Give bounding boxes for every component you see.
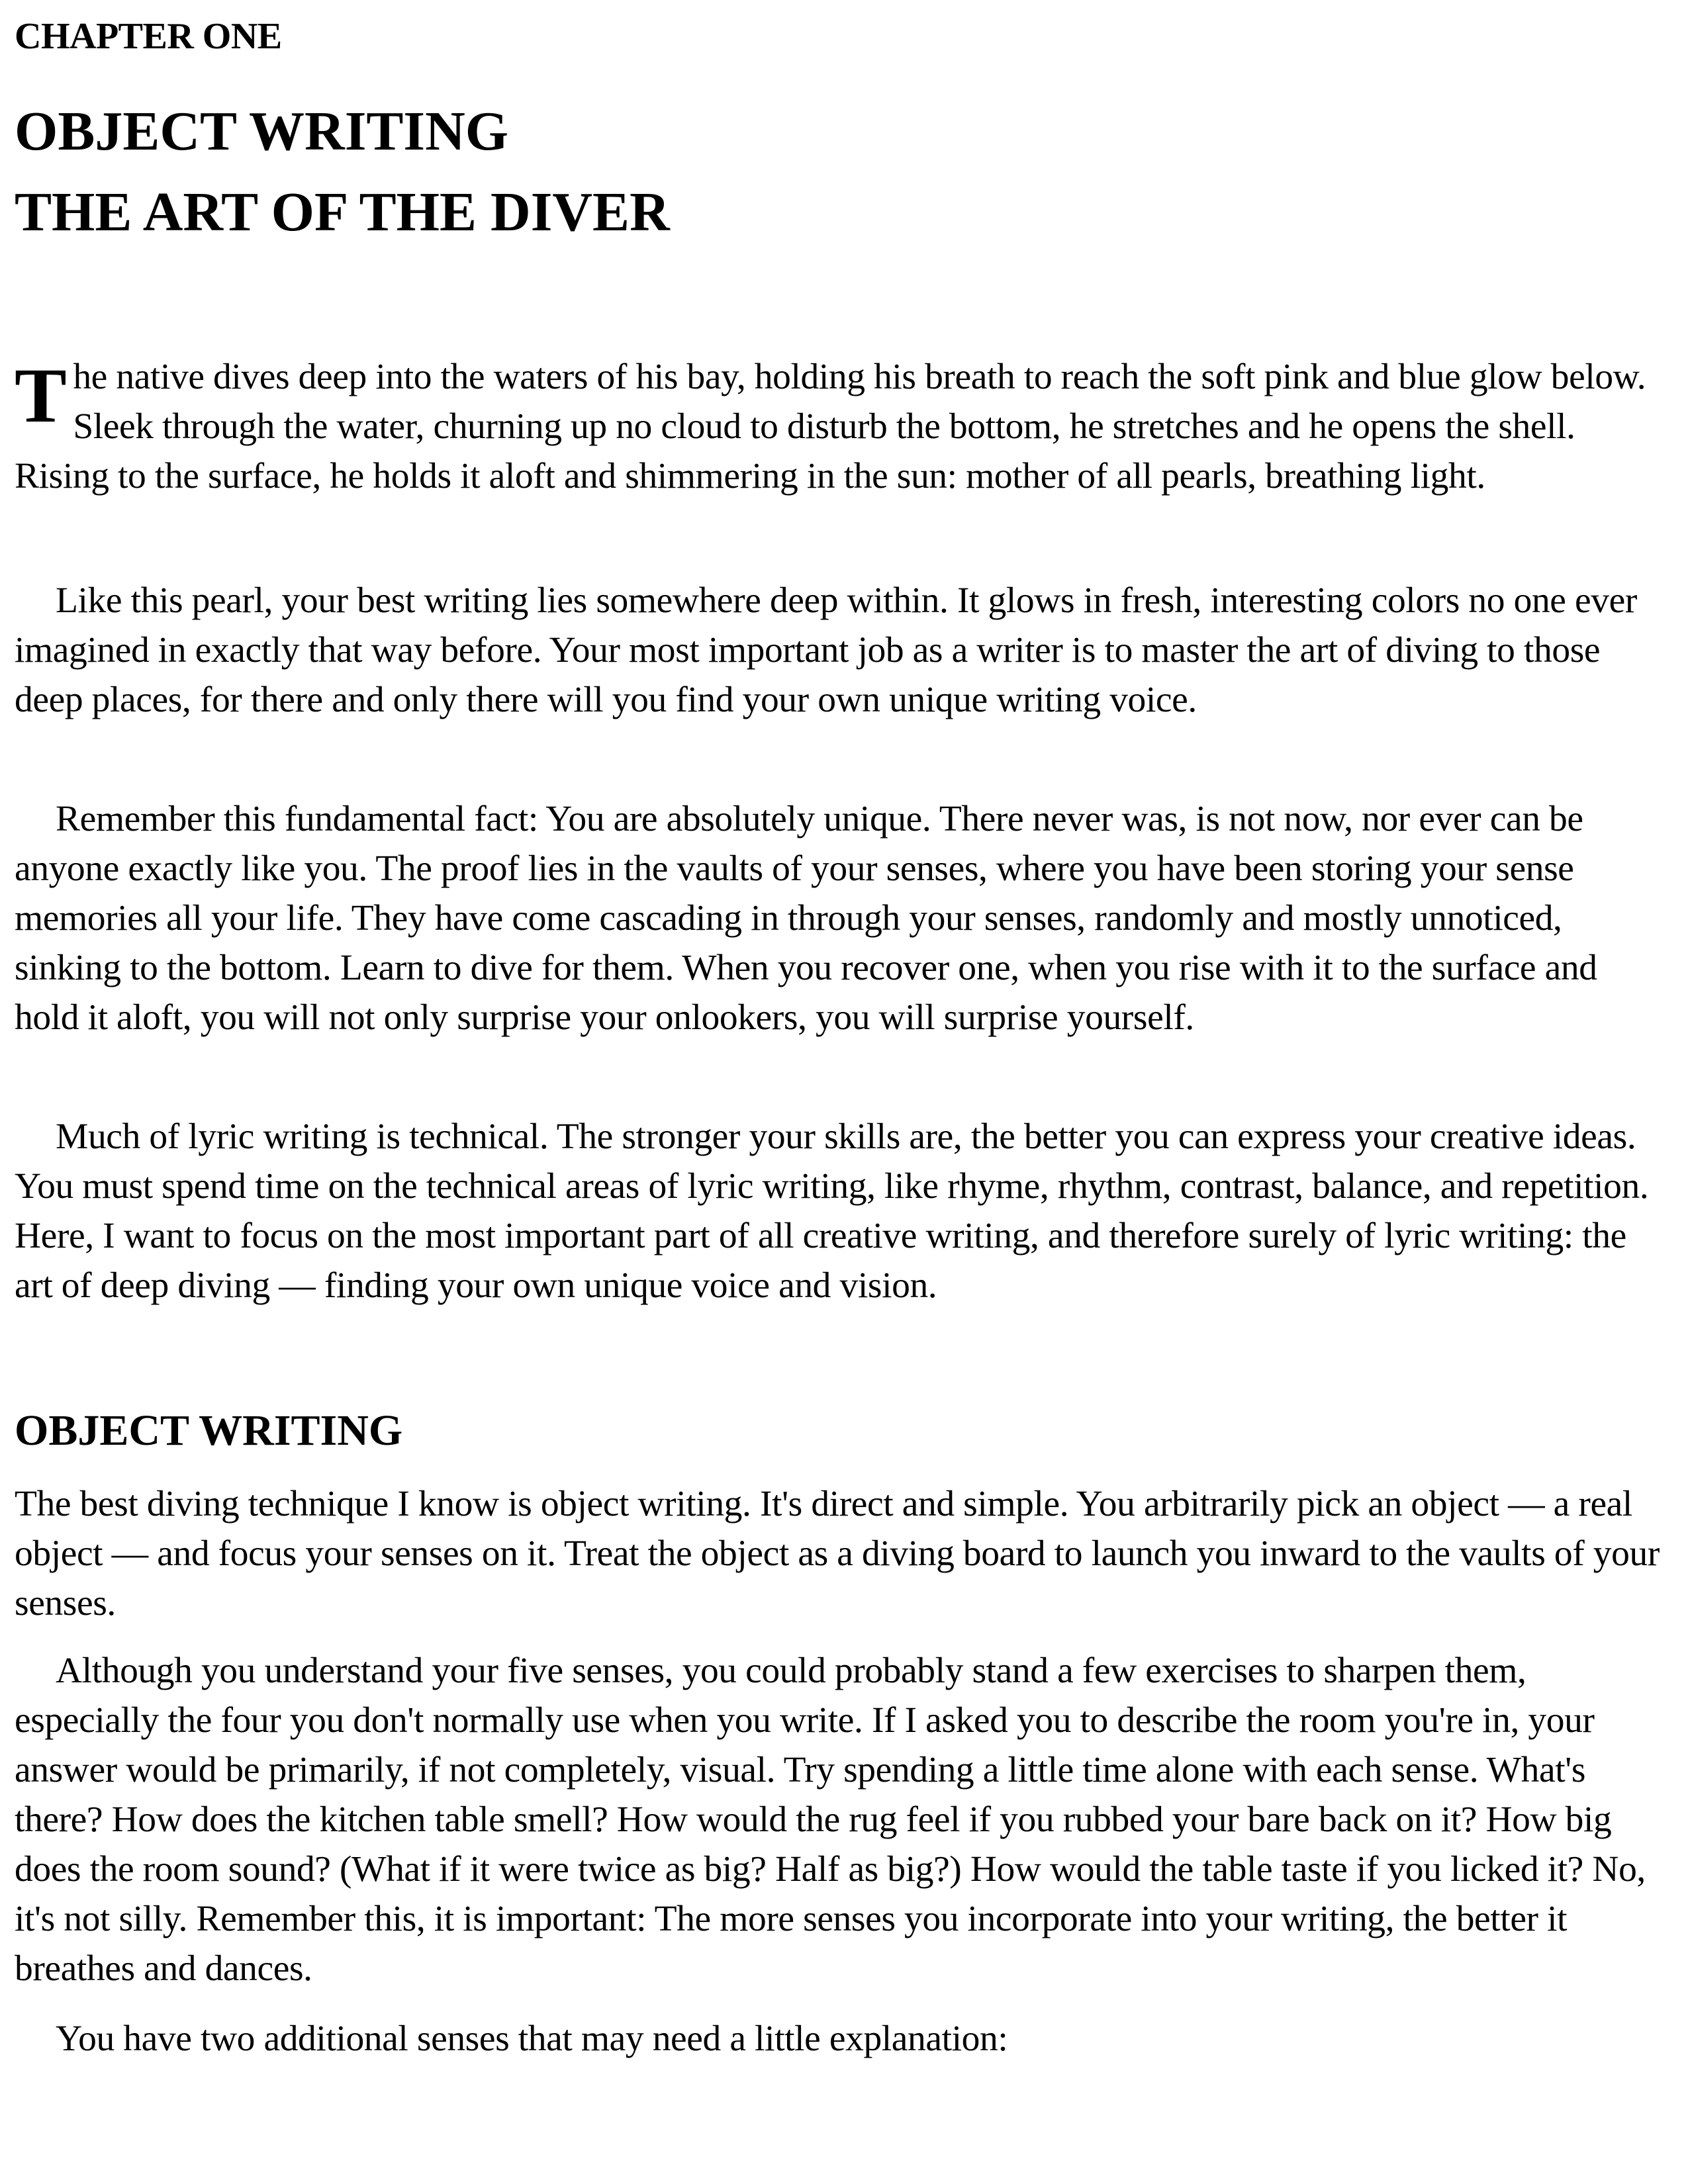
paragraph-diving-technique: The best diving technique I know is object writing. It's direct and simple. You arbitrarily pick an object — a real object — and focus your senses on it. Treat the object as a diving board to launch you inward to the vaults of your senses.	[15, 1484, 1660, 1623]
chapter-title-line-1: OBJECT WRITING	[15, 101, 509, 162]
chapter-title	[15, 91, 670, 253]
intro-paragraph-text: he native dives deep into the waters of his bay, holding his breath to reach the soft pink and blue glow below. Sleek through the water, churning up no cloud to disturb the bottom, he stretches and he opens the shell. Rising to the surface, he holds it aloft and shimmering in the sun: mother of all pearls, breathing light.	[15, 357, 1646, 496]
chapter-label: CHAPTER ONE	[15, 16, 282, 57]
paragraph-pearl: Like this pearl, your best writing lies somewhere deep within. It glows in fresh, interesting colors no one ever imagined in exactly that way before. Your most important job as a writer is to master the art of diving to those deep places, for there and only there will you find your own unique writing voice.	[15, 580, 1637, 720]
drop-cap: T	[15, 352, 67, 439]
paragraph-additional-senses: You have two additional senses that may need a little explanation:	[56, 2019, 1008, 2059]
intro-paragraph	[15, 352, 1669, 501]
section-heading: OBJECT WRITING	[15, 1406, 403, 1455]
paragraph-unique: Remember this fundamental fact: You are absolutely unique. There never was, is not now, nor ever can be anyone exactly like you. The proof lies in the vaults of your senses, where you have been storing your sense memories all your life. They have come cascading in through your senses, randomly and mostly unnoticed, sinking to the bottom. Learn to dive for them. When you recover one, when you rise with it to the surface and hold it aloft, you will not only surprise your onlookers, you will surprise yourself.	[15, 799, 1597, 1038]
chapter-title-line-2: THE ART OF THE DIVER	[15, 181, 670, 243]
paragraph-technical: Much of lyric writing is technical. The stronger your skills are, the better you can express your creative ideas. You must spend time on the technical areas of lyric writing, like rhyme, rhythm, contrast, balance, and repetition. Here, I want to focus on the most important part of all creative writing, and therefore surely of lyric writing: the art of deep diving — finding your own unique voice and vision.	[15, 1116, 1649, 1306]
paragraph-five-senses: Although you understand your five senses, you could probably stand a few exercises to sharpen them, especially the four you don't normally use when you write. If I asked you to describe the room you're in, your answer would be primarily, if not completely, visual. Try spending a little time alone with each sense. What's there? How does the kitchen table smell? How would the rug feel if you rubbed your bare back on it? How big does the room sound? (What if it were twice as big? Half as big?) How would the table taste if you licked it? No, it's not silly. Remember this, it is important: The more senses you incorporate into your writing, the better it breathes and dances.	[15, 1651, 1646, 1989]
